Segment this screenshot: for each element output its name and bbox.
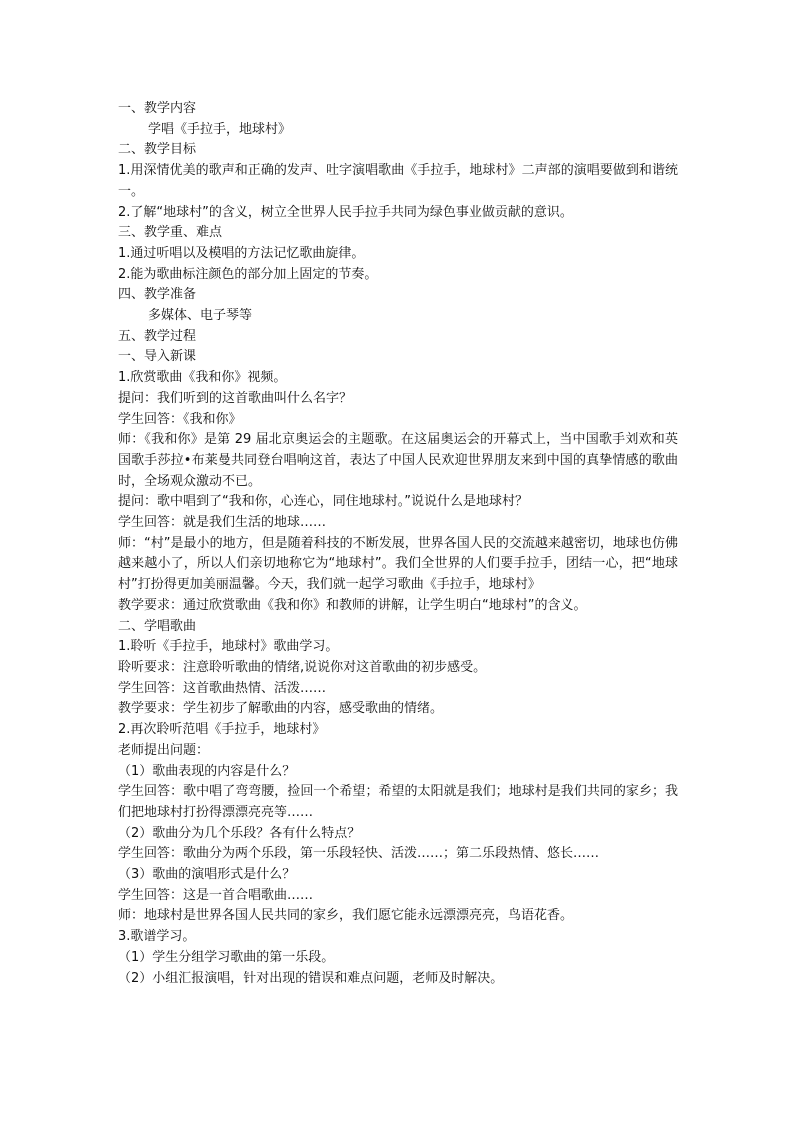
part2-answer1: 学生回答：这首歌曲热情、活泼…… bbox=[118, 680, 327, 696]
section-heading-preparation: 四、教学准备 bbox=[118, 287, 197, 303]
part1-answer1: 学生回答：《我和你》 bbox=[118, 411, 242, 427]
part1-answer2: 学生回答：就是我们生活的地球…… bbox=[118, 515, 327, 531]
part2-q1: （1）歌曲表现的内容是什么？ bbox=[118, 763, 296, 779]
section-heading-key-points: 三、教学重、难点 bbox=[118, 225, 223, 241]
part2-listen-requirement: 聆听要求：注意聆听歌曲的情绪,说说你对这首歌曲的初步感受。 bbox=[118, 659, 487, 675]
document-page bbox=[118, 99, 678, 989]
part2-teacher-final: 师：地球村是世界各国人民共同的家乡，我们愿它能永远漂漂亮亮，鸟语花香。 bbox=[118, 908, 574, 924]
part2-answer-q3: 学生回答：这是一首合唱歌曲…… bbox=[118, 887, 314, 903]
part2-teacher-question: 老师提出问题： bbox=[118, 742, 210, 758]
part2-step2: 2.再次聆听范唱《手拉手，地球村》 bbox=[118, 722, 326, 738]
part2-requirement1: 教学要求：学生初步了解歌曲的内容，感受歌曲的情绪。 bbox=[118, 701, 444, 717]
goal-1: 1.用深情优美的歌声和正确的发声、吐字演唱歌曲《手拉手，地球村》二声部的演唱要做到和谐统一。 bbox=[118, 163, 678, 199]
part1-teacher2: 师：“村”是最小的地方，但是随着科技的不断发展，世界各国人民的交流越来越密切，地球也仿佛越来越小了，所以人们亲切地称它为“地球村”。我们全世界的人们要手拉手，团结一心，把“地球村”打扮得更加美丽温馨。今天，我们就一起学习歌曲《手拉手，地球村》 bbox=[118, 535, 678, 593]
part2-step3-item2: （2）小组汇报演唱，针对出现的错误和难点问题，老师及时解决。 bbox=[118, 970, 504, 986]
part1-requirement: 教学要求：通过欣赏歌曲《我和你》和教师的讲解，让学生明白“地球村”的含义。 bbox=[118, 597, 587, 613]
part2-answer-q2: 学生回答：歌曲分为两个乐段，第一乐段轻快、活泼……；第二乐段热情、悠长…… bbox=[118, 846, 600, 862]
part1-question1: 提问：我们听到的这首歌曲叫什么名字？ bbox=[118, 390, 353, 406]
key-point-1: 1.通过听唱以及模唱的方法记忆歌曲旋律。 bbox=[118, 245, 365, 261]
goal-2: 2.了解“地球村”的含义，树立全世界人民手拉手共同为绿色事业做贡献的意识。 bbox=[118, 204, 573, 220]
section-heading-process: 五、教学过程 bbox=[118, 328, 197, 344]
part2-q2: （2）歌曲分为几个乐段？各有什么特点？ bbox=[118, 825, 361, 841]
part2-step3-item1: （1）学生分组学习歌曲的第一乐段。 bbox=[118, 949, 335, 965]
part1-heading: 一、导入新课 bbox=[118, 349, 197, 365]
part2-step3: 3.歌谱学习。 bbox=[118, 929, 196, 945]
part2-answer-q1: 学生回答：歌中唱了弯弯腰，捡回一个希望；希望的太阳就是我们；地球村是我们共同的家乡；我们把地球村打扮得漂漂亮亮等…… bbox=[118, 784, 678, 820]
key-point-2: 2.能为歌曲标注颜色的部分加上固定的节奏。 bbox=[118, 266, 378, 282]
part1-step1: 1.欣赏歌曲《我和你》视频。 bbox=[118, 370, 287, 386]
part1-teacher1: 师：《我和你》是第 29 届北京奥运会的主题歌。在这届奥运会的开幕式上，当中国歌手刘欢和英国歌手莎拉•布莱曼共同登台唱响这首，表达了中国人民欢迎世界朋友来到中国的真挚情感的歌曲时，全场观众激动不已。 bbox=[118, 432, 678, 489]
part2-q3: （3）歌曲的演唱形式是什么？ bbox=[118, 867, 296, 883]
content-body: 学唱《手拉手，地球村》 bbox=[148, 121, 292, 137]
part2-heading: 二、学唱歌曲 bbox=[118, 618, 197, 634]
part2-step1: 1.聆听《手拉手，地球村》歌曲学习。 bbox=[118, 639, 339, 655]
section-heading-goals: 二、教学目标 bbox=[118, 142, 197, 158]
section-heading-content: 一、教学内容 bbox=[118, 101, 197, 116]
preparation-body: 多媒体、电子琴等 bbox=[148, 308, 253, 324]
part1-question2: 提问：歌中唱到了“我和你，心连心，同住地球村。”说说什么是地球村？ bbox=[118, 494, 528, 510]
